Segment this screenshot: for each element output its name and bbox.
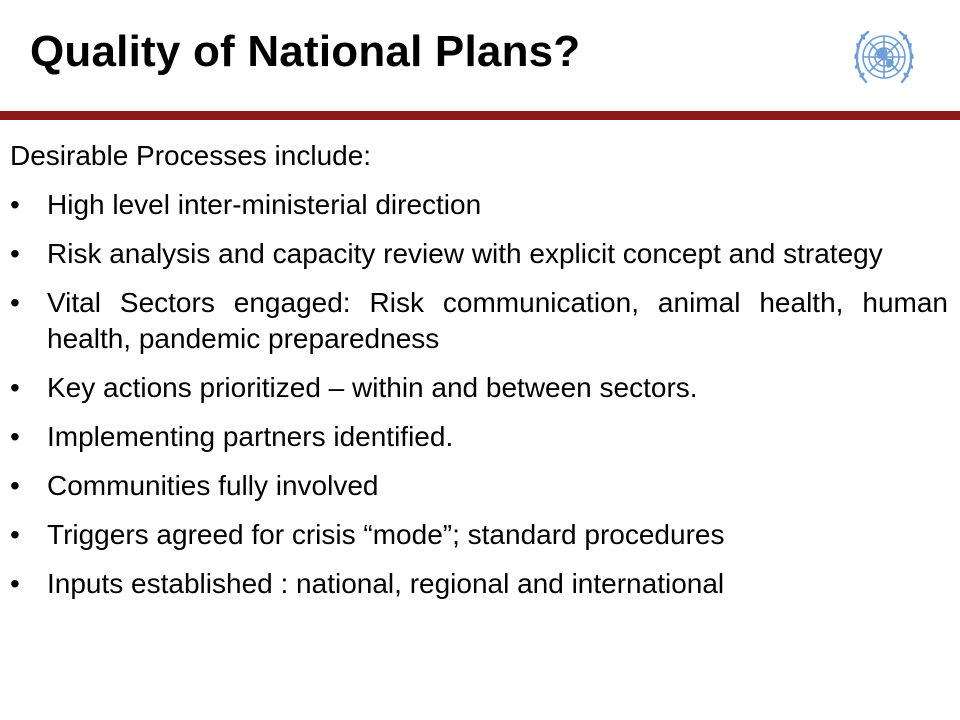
- list-item-text: High level inter-ministerial direction: [47, 189, 482, 220]
- list-item: [10, 236, 948, 272]
- bullet-icon: •: [10, 287, 20, 318]
- list-item: [10, 285, 948, 357]
- un-emblem-icon: [846, 22, 922, 96]
- title-divider: [0, 111, 960, 120]
- list-item: [10, 419, 948, 455]
- slide-body: [10, 138, 948, 615]
- bullet-icon: •: [10, 238, 20, 269]
- bullet-icon: •: [10, 421, 20, 452]
- intro-text: Desirable Processes include:: [10, 140, 372, 171]
- list-item-text: Vital Sectors engaged: Risk communication, animal health, human health, pandemic preparedness: [47, 287, 948, 354]
- list-item: [10, 517, 948, 553]
- bullet-list: [10, 187, 948, 602]
- bullet-icon: •: [10, 568, 20, 599]
- bullet-icon: •: [10, 189, 20, 220]
- list-item-text: Implementing partners identified.: [47, 421, 454, 452]
- list-item-text: Risk analysis and capacity review with explicit concept and strategy: [47, 238, 883, 269]
- list-item: [10, 187, 948, 223]
- bullet-icon: •: [10, 470, 20, 501]
- list-item: [10, 468, 948, 504]
- bullet-icon: •: [10, 372, 20, 403]
- list-item: [10, 370, 948, 406]
- slide-title: Quality of National Plans?: [30, 27, 581, 76]
- list-item-text: Key actions prioritized – within and between sectors.: [47, 372, 698, 403]
- list-item: [10, 566, 948, 602]
- list-item-text: Triggers agreed for crisis “mode”; standard procedures: [47, 519, 725, 550]
- list-item-text: Inputs established : national, regional and international: [47, 568, 725, 599]
- list-item-text: Communities fully involved: [47, 470, 379, 501]
- bullet-icon: •: [10, 519, 20, 550]
